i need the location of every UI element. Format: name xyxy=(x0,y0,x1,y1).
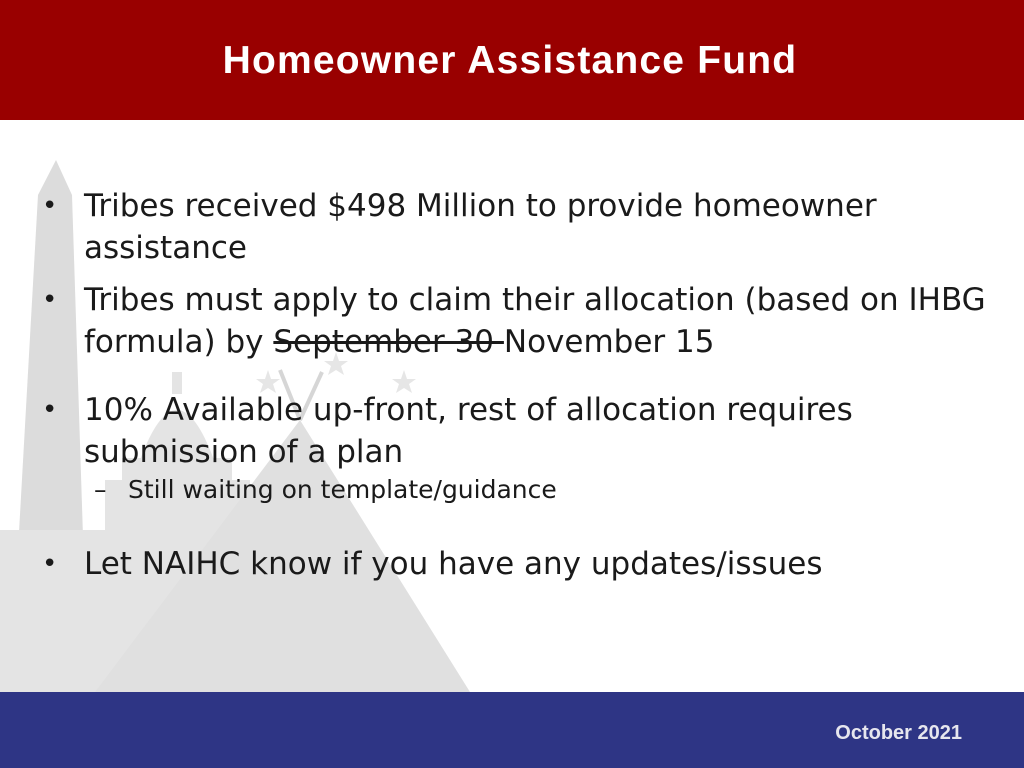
footer-bar xyxy=(0,692,1024,768)
bullet-text: Let NAIHC know if you have any updates/issues xyxy=(84,546,823,582)
dash-icon: – xyxy=(94,475,107,504)
bullet-dot-icon: • xyxy=(42,191,58,221)
footer-date: October 2021 xyxy=(835,722,962,744)
title-bar xyxy=(0,0,1024,120)
new-date: November 15 xyxy=(503,324,715,360)
bullet-dot-icon: • xyxy=(42,549,58,579)
bullet-item xyxy=(40,543,1000,585)
bullet-text: Tribes received $498 Million to provide homeowner assistance xyxy=(84,188,877,266)
bullet-item xyxy=(40,389,1000,473)
sub-bullet-text: Still waiting on template/guidance xyxy=(128,475,557,504)
bullet-list xyxy=(40,185,1000,585)
slide-title: Homeowner Assistance Fund xyxy=(222,39,798,82)
bullet-dot-icon: • xyxy=(42,395,58,425)
bullet-text: Tribes must apply to claim their allocation (based on IHBG formula) by xyxy=(84,282,986,360)
sub-bullet-item xyxy=(84,473,1000,507)
struck-date: September 30 xyxy=(273,324,504,360)
bullet-text: 10% Available up-front, rest of allocation requires submission of a plan xyxy=(84,392,853,470)
bullet-dot-icon: • xyxy=(42,285,58,315)
bullet-item xyxy=(40,279,1000,363)
bullet-item xyxy=(40,185,1000,269)
